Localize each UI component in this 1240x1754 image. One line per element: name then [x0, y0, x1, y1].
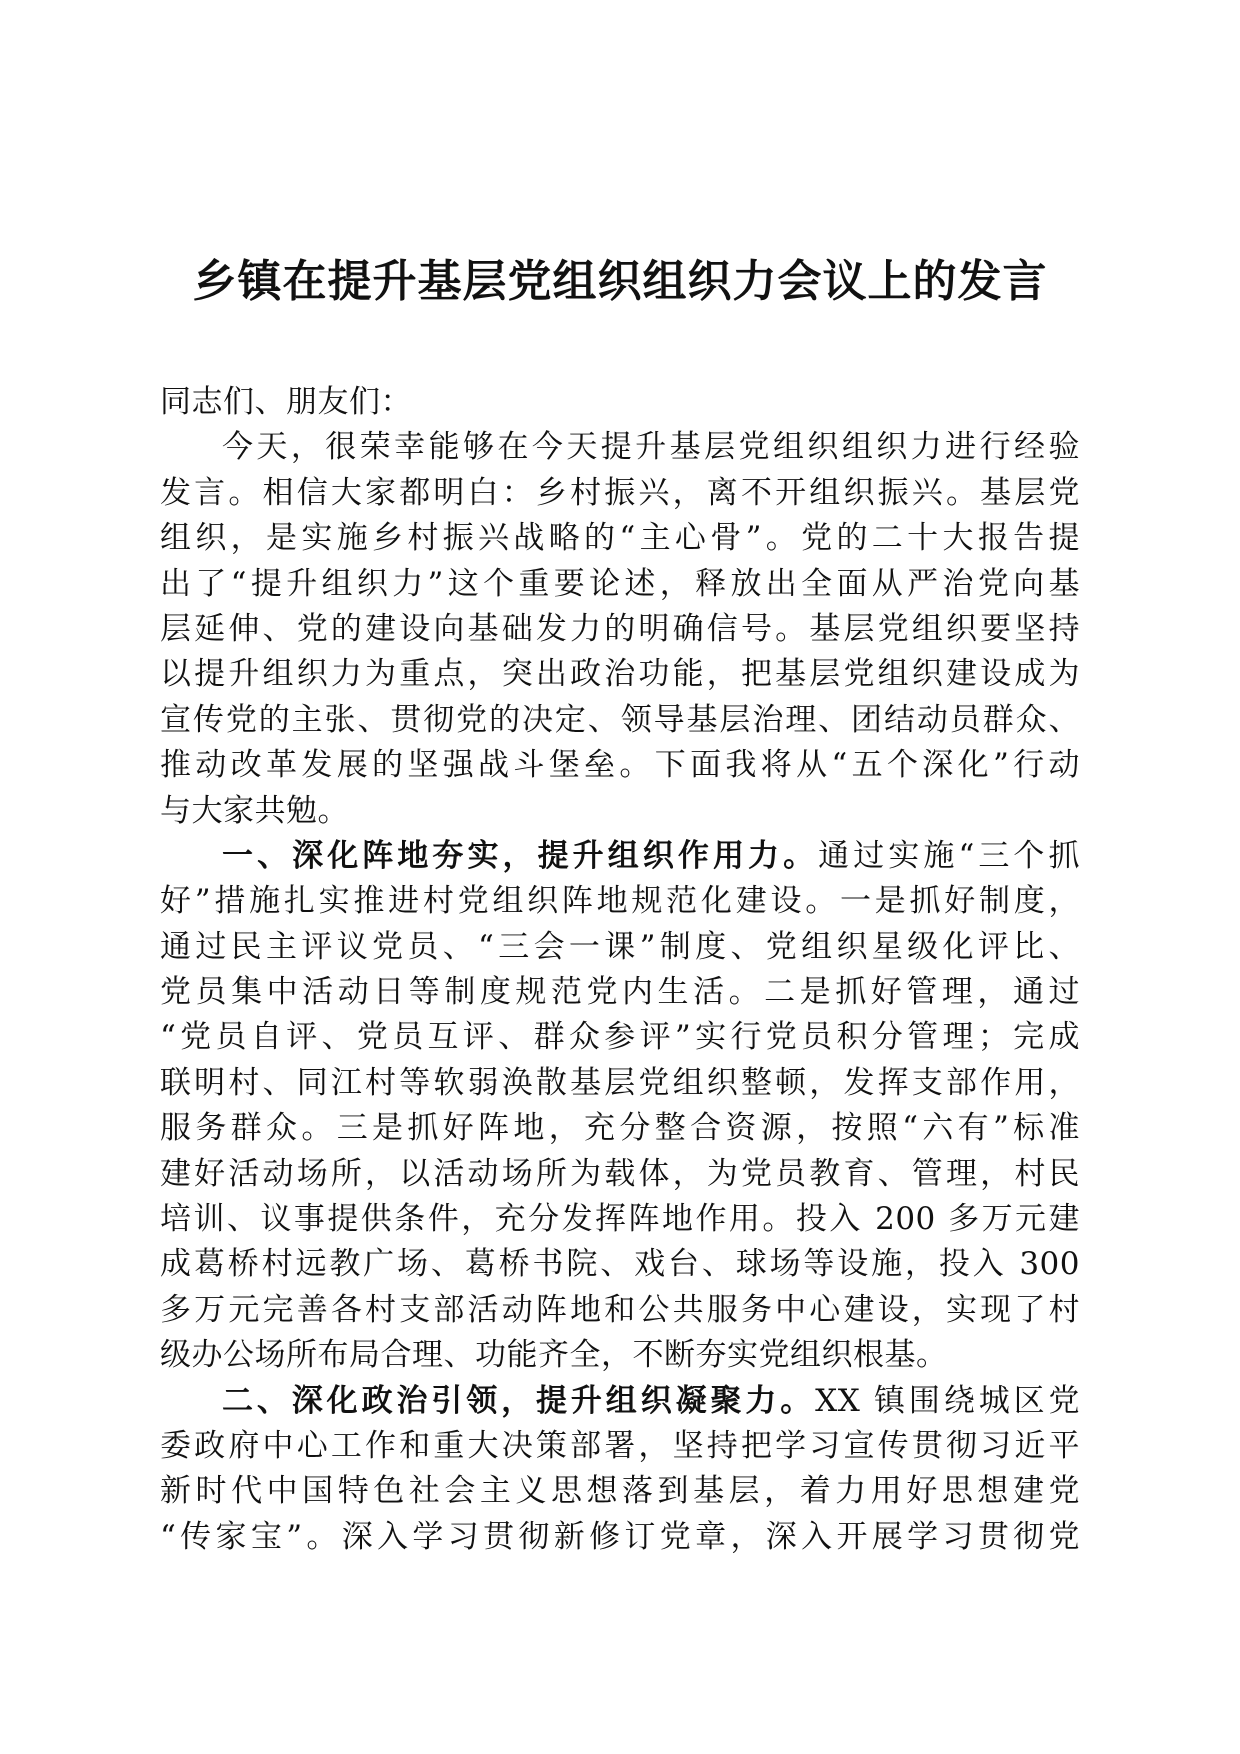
body-line [160, 516, 1080, 561]
body-line-text: “党员自评、党员互评、群众参评”实行党员积分管理；完成 [160, 1019, 1080, 1056]
body-line-text: 层延伸、党的建设向基础发力的明确信号。基层党组织要坚持 [160, 610, 1080, 647]
body-line-text: 委政府中心工作和重大决策部署，坚持把学习宣传贯彻习近平 [160, 1427, 1080, 1464]
body-line [160, 425, 1080, 470]
body-line [160, 1515, 1080, 1560]
body-line [160, 1242, 1080, 1287]
body-line [160, 1106, 1080, 1151]
body-line-text: 组织，是实施乡村振兴战略的“主心骨”。党的二十大报告提 [160, 520, 1080, 557]
body-line-text: 同志们、朋友们： [160, 384, 412, 420]
body-line [160, 471, 1080, 516]
body-line [160, 652, 1080, 697]
document-body [160, 380, 1080, 1560]
document-title: 乡镇在提升基层党组织组织力会议上的发言 [192, 256, 1048, 307]
section-heading: 二、深化政治引领，提升组织凝聚力。 [222, 1382, 816, 1419]
body-line-text: 服务群众。三是抓好阵地，充分整合资源，按照“六有”标准 [160, 1110, 1080, 1147]
body-line [160, 789, 1080, 834]
body-line-text: 新时代中国特色社会主义思想落到基层，着力用好思想建党 [160, 1473, 1080, 1510]
body-line-text: XX 镇围绕城区党 [815, 1382, 1080, 1419]
body-line [160, 743, 1080, 788]
body-line-text: 通过民主评议党员、“三会一课”制度、党组织星级化评比、 [160, 928, 1080, 965]
body-line-text: 好”措施扎实推进村党组织阵地规范化建设。一是抓好制度， [160, 883, 1080, 920]
body-line [160, 970, 1080, 1015]
body-line [160, 1288, 1080, 1333]
body-line-text: 发言。相信大家都明白：乡村振兴，离不开组织振兴。基层党 [160, 474, 1080, 511]
body-line-text: 培训、议事提供条件，充分发挥阵地作用。投入 200 多万元建 [160, 1201, 1080, 1238]
body-line [160, 879, 1080, 924]
body-line [160, 562, 1080, 607]
body-line-text: 通过实施“三个抓 [818, 837, 1080, 874]
body-line-text: 与大家共勉。 [160, 792, 349, 829]
section-heading: 一、深化阵地夯实，提升组织作用力。 [222, 837, 819, 874]
body-line [160, 1197, 1080, 1242]
body-line [160, 1152, 1080, 1197]
body-line [160, 1333, 1080, 1378]
body-line-text: 党员集中活动日等制度规范党内生活。二是抓好管理，通过 [160, 974, 1080, 1011]
body-line-text: 推动改革发展的坚强战斗堡垒。下面我将从“五个深化”行动 [160, 747, 1080, 784]
body-line [160, 698, 1080, 743]
body-line [160, 1015, 1080, 1060]
body-line [160, 607, 1080, 652]
body-line-text: 以提升组织力为重点，突出政治功能，把基层党组织建设成为 [160, 656, 1080, 693]
body-line-text: 今天，很荣幸能够在今天提升基层党组织组织力进行经验 [222, 429, 1080, 466]
body-line-text: “传家宝”。深入学习贯彻新修订党章，深入开展学习贯彻党 [160, 1518, 1080, 1555]
body-line [160, 834, 1080, 879]
body-line [160, 1379, 1080, 1424]
body-line-text: 出了“提升组织力”这个重要论述，释放出全面从严治党向基 [160, 565, 1080, 602]
body-line-text: 联明村、同江村等软弱涣散基层党组织整顿，发挥支部作用， [160, 1064, 1080, 1101]
body-line-text: 多万元完善各村支部活动阵地和公共服务中心建设，实现了村 [160, 1291, 1080, 1328]
body-line-text: 级办公场所布局合理、功能齐全，不断夯实党组织根基。 [160, 1337, 948, 1374]
body-line-text: 宣传党的主张、贯彻党的决定、领导基层治理、团结动员群众、 [160, 701, 1080, 738]
body-line-text: 建好活动场所，以活动场所为载体，为党员教育、管理，村民 [160, 1155, 1080, 1192]
body-line [160, 1469, 1080, 1514]
body-line [160, 1424, 1080, 1469]
body-line [160, 1061, 1080, 1106]
body-line-text: 成葛桥村远教广场、葛桥书院、戏台、球场等设施，投入 300 [160, 1246, 1080, 1283]
body-line [160, 925, 1080, 970]
body-line [160, 380, 1080, 425]
